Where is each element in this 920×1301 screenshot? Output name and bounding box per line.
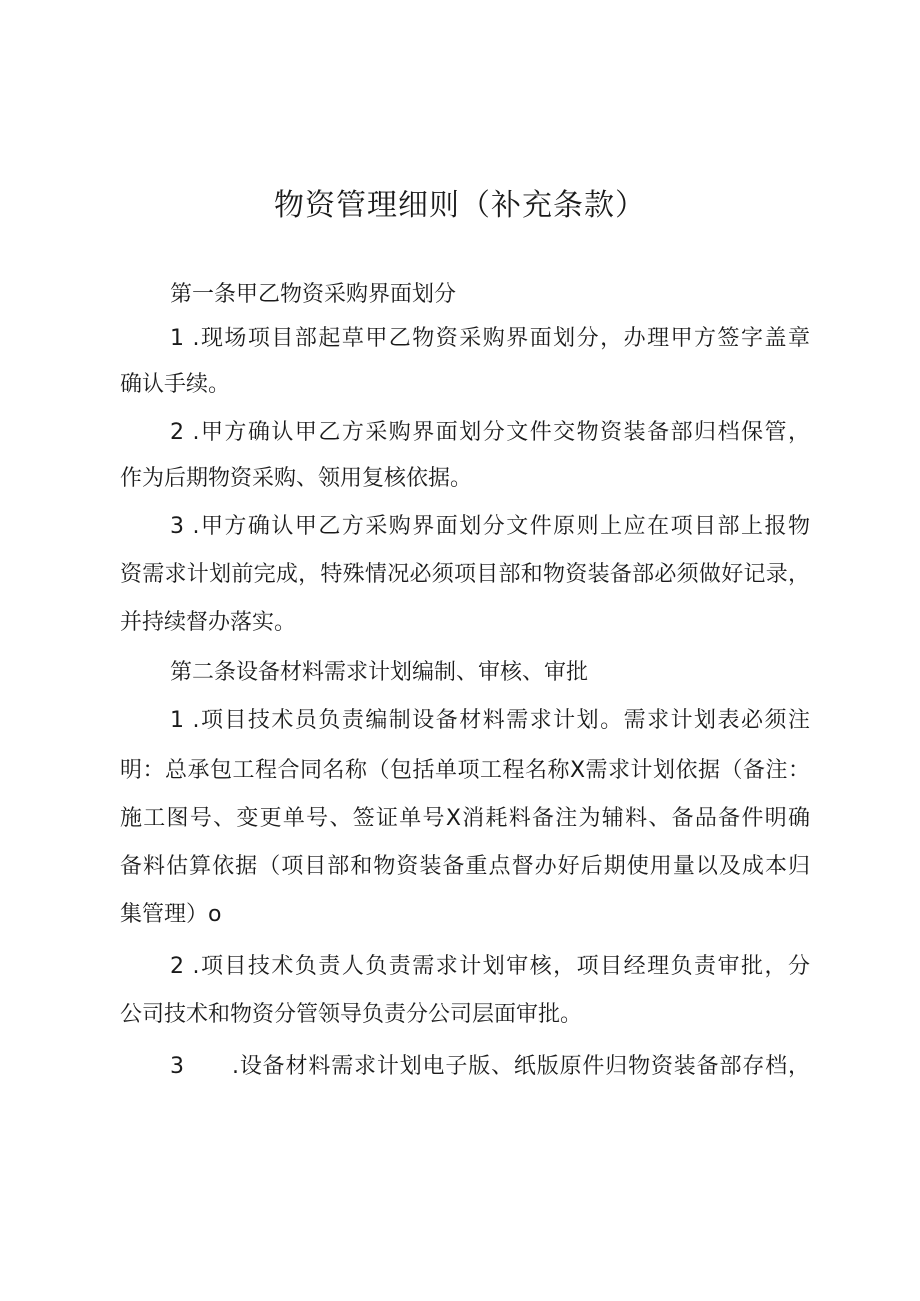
section-heading-1: 第一条甲乙物资采购界面划分 — [170, 282, 457, 307]
paragraph-line: 3 .甲方确认甲乙方采购界面划分文件原则上应在项目部上报物 — [170, 514, 810, 539]
paragraph-line: 2 .项目技术负责人负责需求计划审核，项目经理负责审批，分 — [170, 954, 810, 979]
paragraph-line: 2 .甲方确认甲乙方采购界面划分文件交物资装备部归档保管， — [170, 420, 810, 445]
item-number: 3 — [170, 1054, 184, 1079]
paragraph-line: 并持续督办落实。 — [120, 610, 297, 635]
section-heading-2: 第二条设备材料需求计划编制、审核、审批 — [170, 660, 589, 685]
paragraph-line: 资需求计划前完成，特殊情况必须项目部和物资装备部必须做好记录， — [120, 562, 810, 587]
paragraph-line: 1 .现场项目部起草甲乙物资采购界面划分，办理甲方签字盖章 — [170, 326, 810, 351]
paragraph-line: 施工图号、变更单号、签证单号X消耗料备注为辅料、备品备件明确 — [120, 806, 810, 831]
paragraph-line: 1 .项目技术员负责编制设备材料需求计划。需求计划表必须注 — [170, 708, 810, 733]
paragraph-line: 集管理）o — [120, 902, 222, 927]
paragraph-line: 作为后期物资采购、领用复核依据。 — [120, 466, 473, 491]
paragraph-line: 明：总承包工程合同名称（包括单项工程名称X需求计划依据（备注： — [120, 758, 810, 783]
paragraph-line: 公司技术和物资分管领导负责分公司层面审批。 — [120, 1002, 583, 1027]
document-title: 物资管理细则（补充条款） — [274, 188, 646, 223]
paragraph-line: 备料估算依据（项目部和物资装备重点督办好后期使用量以及成本归 — [120, 854, 810, 879]
paragraph-line: 确认手续。 — [120, 372, 231, 397]
paragraph-line: .设备材料需求计划电子版、纸版原件归物资装备部存档， — [232, 1054, 810, 1079]
